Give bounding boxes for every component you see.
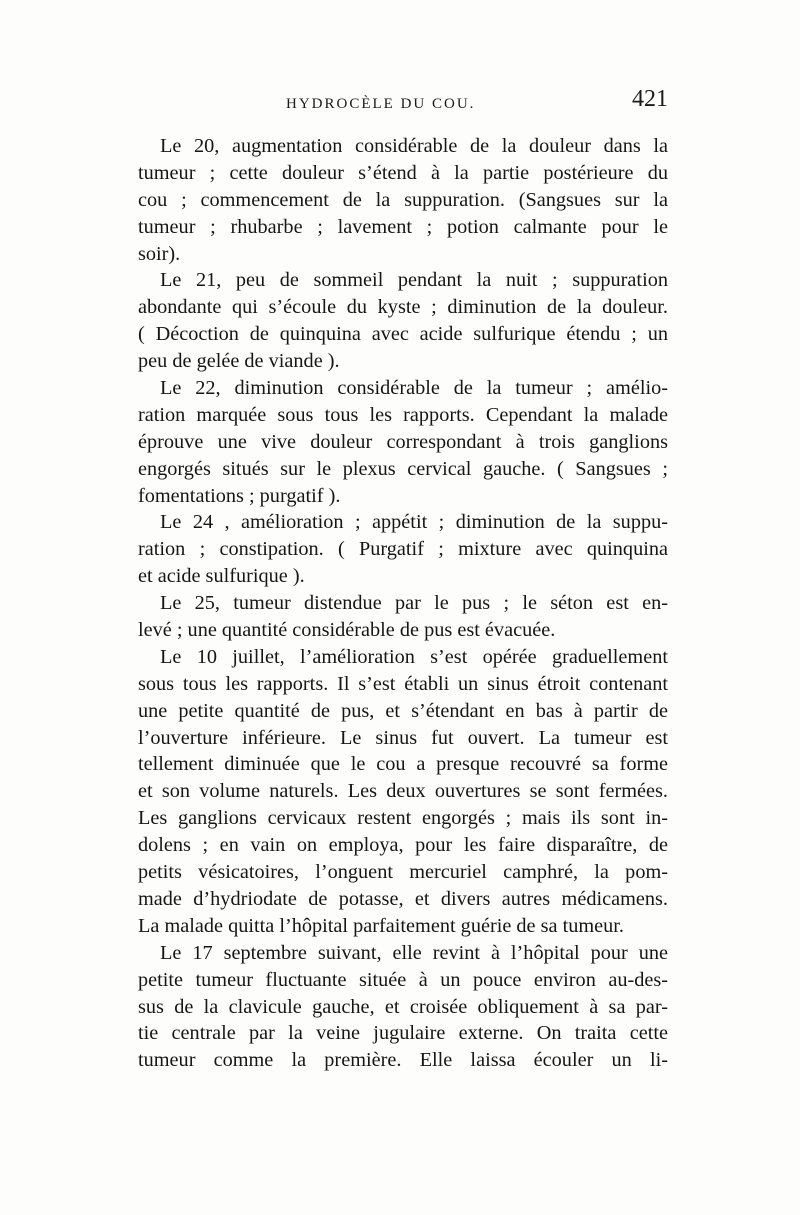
text-line: fomentations ; purgatif ). <box>138 484 341 507</box>
text-line: l’ouverture inférieure. Le sinus fut ouvert. La tumeur est <box>138 726 668 749</box>
text-line: petits vésicatoires, l’onguent mercuriel camphré, la pom- <box>138 861 668 884</box>
text-line: made d’hydriodate de potasse, et divers autres médicamens. <box>138 887 668 910</box>
text-line: tumeur ; rhubarbe ; lavement ; potion calmante pour le <box>138 215 668 238</box>
text-line: Le 20, augmentation considérable de la douleur dans la <box>160 135 668 157</box>
running-title: HYDROCÈLE DU COU. <box>286 96 476 112</box>
text-line: abondante qui s’écoule du kyste ; diminution de la douleur. <box>138 296 668 319</box>
text-line: sus de la clavicule gauche, et croisée obliquement à sa par- <box>138 995 668 1018</box>
text-line: et son volume naturels. Les deux ouvertures se sont fermées. <box>138 780 668 803</box>
text-line: Les ganglions cervicaux restent engorgés ; mais ils sont in- <box>138 807 668 830</box>
text-line: dolens ; en vain on employa, pour les faire disparaître, de <box>138 834 668 857</box>
running-head <box>138 86 668 120</box>
text-line: Le 17 septembre suivant, elle revint à l’hôpital pour une <box>160 941 668 964</box>
text-line: une petite quantité de pus, et s’étendant en bas à partir de <box>138 699 668 722</box>
page-number: 421 <box>632 86 668 112</box>
text-line: tie centrale par la veine jugulaire externe. On traita cette <box>138 1022 668 1045</box>
text-line: cou ; commencement de la suppuration. (Sangsues sur la <box>138 188 668 211</box>
text-line: Le 22, diminution considérable de la tumeur ; amélio- <box>160 377 668 400</box>
text-line: éprouve une vive douleur correspondant à trois ganglions <box>138 430 668 453</box>
text-line: tumeur comme la première. Elle laissa écouler un li- <box>138 1049 668 1072</box>
text-line: et acide sulfurique ). <box>138 565 305 588</box>
text-line: ration marquée sous tous les rapports. Cependant la malade <box>138 403 668 426</box>
text-line: Le 24 , amélioration ; appétit ; diminution de la suppu- <box>160 511 668 534</box>
text-line: sous tous les rapports. Il s’est établi un sinus étroit contenant <box>138 672 668 695</box>
body-text <box>138 133 668 1074</box>
text-line: Le 10 juillet, l’amélioration s’est opérée graduellement <box>160 645 668 668</box>
text-line: ration ; constipation. ( Purgatif ; mixture avec quinquina <box>138 538 668 561</box>
text-line: ( Décoction de quinquina avec acide sulfurique étendu ; un <box>138 323 668 346</box>
text-line: tellement diminuée que le cou a presque recouvré sa forme <box>138 753 668 776</box>
text-line: soir). <box>138 242 181 265</box>
text-line: engorgés situés sur le plexus cervical gauche. ( Sangsues ; <box>138 457 668 480</box>
text-line: levé ; une quantité considérable de pus est évacuée. <box>138 619 556 642</box>
text-line: peu de gelée de viande ). <box>138 350 340 373</box>
text-line: tumeur ; cette douleur s’étend à la partie postérieure du <box>138 161 668 184</box>
text-line: Le 25, tumeur distendue par le pus ; le séton est en- <box>160 592 668 615</box>
text-line: La malade quitta l’hôpital parfaitement guérie de sa tumeur. <box>138 914 624 937</box>
text-line: petite tumeur fluctuante située à un pouce environ au-des- <box>138 968 668 991</box>
text-line: Le 21, peu de sommeil pendant la nuit ; suppuration <box>160 269 668 292</box>
